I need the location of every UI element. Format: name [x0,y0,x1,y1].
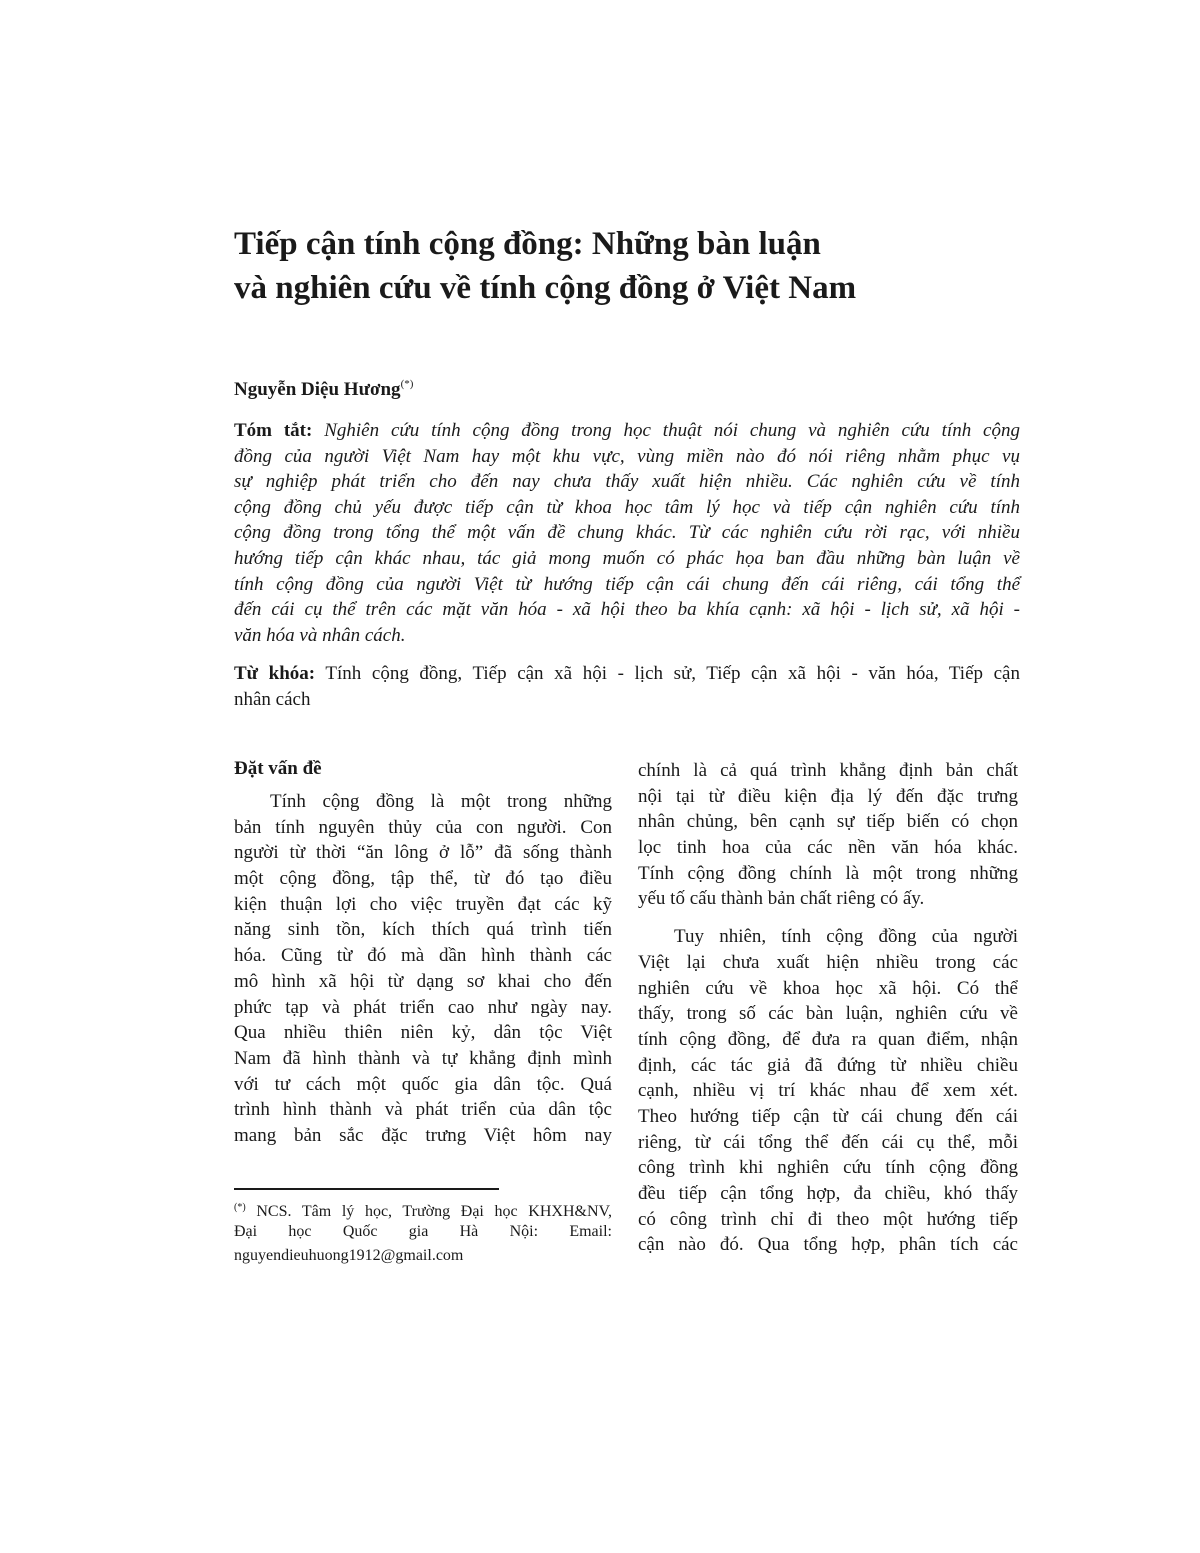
footnote-text: NCS. Tâm lý học, Trường Đại học KHXH&NV, [256,1203,613,1220]
keywords [234,661,1020,712]
keywords-label: Từ khóa: [234,663,316,684]
title-line-2: và nghiên cứu về tính cộng đồng ở Việt Nam [234,270,857,306]
body-line: mô hình xã hội từ dạng sơ khai cho đến [234,970,612,992]
article-title [234,222,994,310]
abstract-line: hướng tiếp cận khác nhau, tác giả mong muốn có phác họa ban đầu những bàn luận về [234,547,1020,569]
title-line-1: Tiếp cận tính cộng đồng: Những bàn luận [234,226,821,262]
author-name-text: Nguyễn Diệu Hương [234,379,401,400]
body-line: Tính cộng đồng là một trong những [270,791,612,812]
body-line: nhân chủng, bên cạnh sự tiếp biến có chọn [638,811,1018,833]
abstract-label: Tóm tắt: [234,420,313,441]
abstract-line: đến cái cụ thể trên các mặt văn hóa - xã hội theo ba khía cạnh: xã hội - lịch sử, xã hội - [234,599,1020,621]
body-line: lọc tinh hoa của các nền văn hóa khác. [638,837,1018,859]
body-line: mang bản sắc đặc trưng Việt hôm nay [234,1124,612,1146]
body-line: Tính cộng đồng chính là một trong những [638,862,1018,884]
body-line: thấy, trong số các bàn luận, nghiên cứu về [638,1003,1018,1025]
footnote-line: Đại học Quốc gia Hà Nội: Email: [234,1223,612,1240]
body-line: công trình khi nghiên cứu tính cộng đồng [638,1157,1018,1179]
body-line: Qua nhiều thiên niên kỷ, dân tộc Việt [234,1022,612,1044]
footnote-email: nguyendieuhuong1912@gmail.com [234,1247,464,1264]
body-line: cạnh, nhiều vị trí khác nhau để xem xét. [638,1080,1018,1102]
abstract-line: cộng đồng chủ yếu được tiếp cận từ khoa học tâm lý học và tiếp cận nghiên cứu tính [234,496,1020,518]
body-line: người từ thời “ăn lông ở lỗ” đã sống thành [234,842,612,864]
body-line: Theo hướng tiếp cận từ cái chung đến cái [638,1105,1018,1127]
abstract-line: sự nghiệp phát triển cho đến nay chưa thấy xuất hiện nhiều. Các nghiên cứu về tính [234,471,1020,493]
body-line: riêng, từ cái tổng thể đến cái cụ thể, mỗi [638,1131,1018,1153]
abstract [234,418,1020,648]
keywords-line [234,661,1020,687]
body-line: năng sinh tồn, kích thích quá trình tiến [234,919,612,941]
body-line: cận nào đó. Qua tổng hợp, phân tích các [638,1234,1018,1256]
abstract-line: đồng của người Việt Nam hay một khu vực, vùng miền nào đó nói riêng nhằm phục vụ [234,445,1020,467]
body-line: đều tiếp cận tổng hợp, đa chiều, khó thấy [638,1183,1018,1204]
abstract-line: tính cộng đồng của người Việt từ hướng tiếp cận cái chung đến cái riêng, cái tổng thể [234,573,1020,595]
body-line: hóa. Cũng từ đó mà dần hình thành các [234,945,612,967]
abstract-text: Nghiên cứu tính cộng đồng trong học thuật nói chung và nghiên cứu tính cộng [324,420,1020,441]
body-line: Nam đã hình thành và tự khẳng định mình [234,1047,612,1069]
keywords-line: nhân cách [234,688,311,710]
author-name [234,378,413,401]
left-column [234,789,612,1149]
footnote-line [234,1196,612,1220]
body-line: kiện thuận lợi cho việc truyền đạt các kỹ [234,893,612,915]
body-line: yếu tố cấu thành bản chất riêng có ấy. [638,888,925,910]
abstract-line [234,418,1020,444]
body-line: một cộng đồng, tập thể, từ đó tạo điều [234,868,612,890]
section-heading: Đặt vấn đề [234,758,322,779]
body-line: với tư cách một quốc gia dân tộc. Quá [234,1073,612,1095]
right-column [638,758,1018,1258]
body-line: trình hình thành và phát triển của dân tộc [234,1099,612,1121]
body-line: nội tại từ điều kiện địa lý đến đặc trưng [638,785,1018,807]
footnote [234,1196,612,1268]
body-line: tính cộng đồng, để đưa ra quan điểm, nhận [638,1028,1018,1050]
body-line: nghiên cứu về khoa học xã hội. Có thể [638,977,1018,999]
abstract-line: văn hóa và nhân cách. [234,624,406,646]
paragraph-gap [638,912,1018,924]
body-line: bản tính nguyên thủy của con người. Con [234,816,612,838]
body-line: phức tạp và phát triển cao như ngày nay. [234,996,612,1018]
body-line: Tuy nhiên, tính cộng đồng của người [674,926,1018,948]
body-line: định, các tác giả đã đứng từ nhiều chiều [638,1054,1018,1076]
body-line: có công trình chỉ đi theo một hướng tiếp [638,1208,1018,1230]
body-line: chính là cả quá trình khẳng định bản chất [638,760,1018,781]
body-line: Việt lại chưa xuất hiện nhiều trong các [638,951,1018,973]
footnote-mark: (*) [234,1202,246,1213]
footnote-divider [234,1188,499,1190]
abstract-line: cộng đồng trong tổng thể một vấn đề chung khác. Từ các nghiên cứu rời rạc, với nhiều [234,522,1020,544]
keywords-text: Tính cộng đồng, Tiếp cận xã hội - lịch sử, Tiếp cận xã hội - văn hóa, Tiếp cận [325,663,1020,684]
author-footnote-mark: (*) [400,378,414,390]
